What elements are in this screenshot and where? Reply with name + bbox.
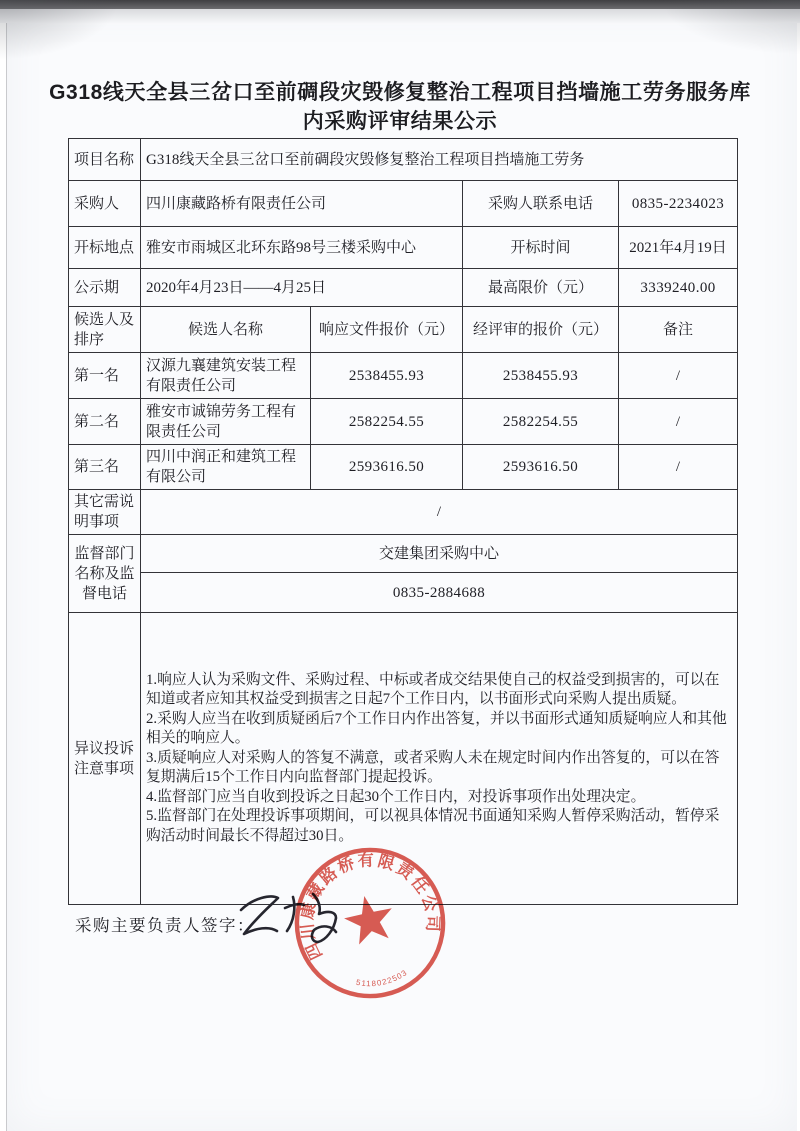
publicity-value: 2020年4月23日——4月25日: [141, 269, 463, 307]
candidate-remark: /: [619, 399, 738, 445]
candidate-rank: 第一名: [69, 353, 141, 399]
open-time-value: 2021年4月19日: [619, 227, 738, 269]
candidate-evaluated: 2538455.93: [463, 353, 619, 399]
buyer-value: 四川康藏路桥有限责任公司: [141, 181, 463, 227]
candidate-remark: /: [619, 353, 738, 399]
scan-corner-shade: [0, 0, 120, 60]
seal-company-text: 四川康藏路桥有限责任公司: [297, 850, 443, 963]
document-title: G318线天全县三岔口至前碉段灾毁修复整治工程项目挡墙施工劳务服务库内采购评审结果公示: [49, 81, 751, 133]
max-price-label: 最高限价（元）: [463, 269, 619, 307]
company-seal: [276, 829, 463, 1016]
table-row-buyer: [69, 181, 738, 227]
supervision-phone-row: [69, 573, 738, 613]
evaluated-column-header: 经评审的报价（元）: [463, 307, 619, 353]
notice-text: [141, 613, 738, 905]
candidate-evaluated: 2593616.50: [463, 445, 619, 490]
notice-item-4: 4.监督部门应当自收到投诉之日起30个工作日内，对投诉事项作出处理决定。: [146, 788, 646, 805]
signature-stroke: [241, 897, 278, 935]
supervision-dept-row: [69, 535, 738, 573]
notice-item-3: 3.质疑响应人对采购人的答复不满意，或者采购人未在规定时间内作出答复的，可以在答复期满后15个工作日内向监督部门提起投诉。: [146, 749, 720, 786]
candidate-rank: 第二名: [69, 399, 141, 445]
candidate-bid: 2538455.93: [311, 353, 463, 399]
seal-star-icon: [340, 891, 397, 947]
supervision-dept-value: 交建集团采购中心: [141, 535, 738, 573]
seal-number-text: 5118022503: [355, 967, 410, 989]
publicity-label: 公示期: [69, 269, 141, 307]
candidate-name: 雅安市诚锦劳务工程有限责任公司: [141, 399, 311, 445]
buyer-label: 采购人: [69, 181, 141, 227]
buyer-phone-value: 0835-2234023: [619, 181, 738, 227]
other-notes-label: 其它需说明事项: [69, 490, 141, 535]
project-name-label: 项目名称: [69, 139, 141, 181]
notice-item-5: 5.监督部门在处理投诉事项期间，可以视具体情况书面通知采购人暂停采购活动，暂停采购活动时间最长不得超过30日。: [146, 808, 720, 844]
table-row-project: [69, 139, 738, 181]
bid-column-header: 响应文件报价（元）: [311, 307, 463, 353]
venue-label: 开标地点: [69, 227, 141, 269]
supervision-label: 监督部门名称及监督电话: [69, 535, 141, 613]
other-notes-row: [69, 490, 738, 535]
candidate-rank: 第三名: [69, 445, 141, 490]
notice-item-1: 1.响应人认为采购文件、采购过程、中标或者成交结果使自己的权益受到损害的，可以在知道或者应知其权益受到损害之日起7个工作日内，以书面形式向采购人提出质疑。: [146, 671, 720, 708]
open-time-label: 开标时间: [463, 227, 619, 269]
candidate-remark: /: [619, 445, 738, 490]
candidate-evaluated: 2582254.55: [463, 399, 619, 445]
candidates-header-row: [69, 307, 738, 353]
max-price-value: 3339240.00: [619, 269, 738, 307]
candidate-row-2: [69, 399, 738, 445]
candidate-row-1: [69, 353, 738, 399]
procurement-result-table: [68, 138, 738, 905]
candidate-name: 汉源九襄建筑安装工程有限责任公司: [141, 353, 311, 399]
notice-label: 异议投诉注意事项: [69, 613, 141, 905]
rank-column-header: 候选人及排序: [69, 307, 141, 353]
remark-column-header: 备注: [619, 307, 738, 353]
other-notes-value: /: [141, 490, 738, 535]
table-row-publicity: [69, 269, 738, 307]
candidate-bid: 2582254.55: [311, 399, 463, 445]
candidate-bid: 2593616.50: [311, 445, 463, 490]
signature-label: 采购主要负责人签字：: [75, 916, 255, 935]
notice-item-2: 2.采购人应当在收到质疑函后7个工作日内作出答复，并以书面形式通知质疑响应人和其他相关的响应人。: [146, 710, 727, 747]
scan-corner-shade: [660, 0, 800, 55]
buyer-phone-label: 采购人联系电话: [463, 181, 619, 227]
candidate-row-3: [69, 445, 738, 490]
table-row-venue: [69, 227, 738, 269]
name-column-header: 候选人名称: [141, 307, 311, 353]
venue-value: 雅安市雨城区北环东路98号三楼采购中心: [141, 227, 463, 269]
project-name-value: G318线天全县三岔口至前碉段灾毁修复整治工程项目挡墙施工劳务: [141, 139, 738, 181]
candidate-name: 四川中润正和建筑工程有限公司: [141, 445, 311, 490]
supervision-phone-value: 0835-2884688: [141, 573, 738, 613]
